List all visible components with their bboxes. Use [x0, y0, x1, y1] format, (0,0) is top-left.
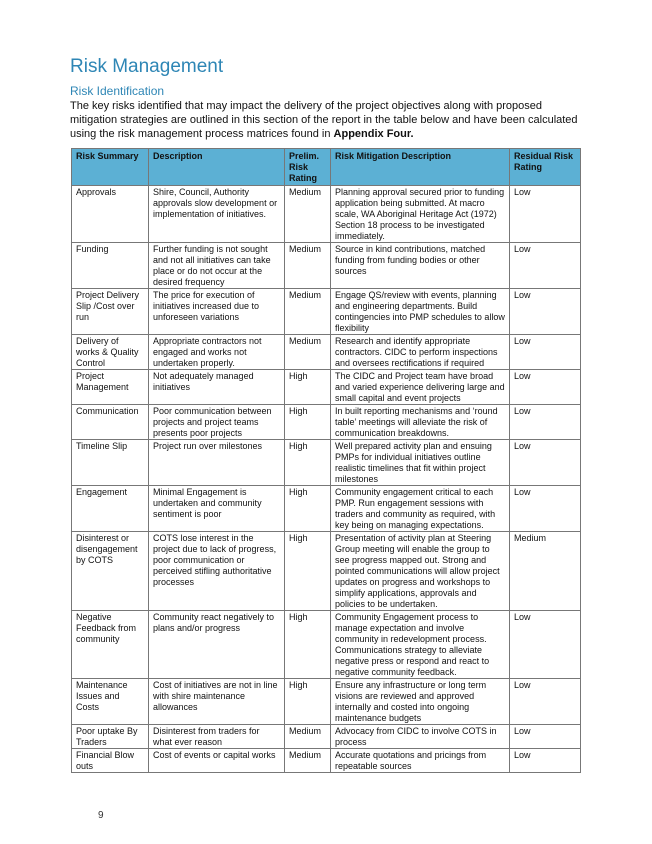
risk-summary-cell: Disinterest or disengagement by COTS [72, 532, 149, 611]
mitigation-cell: Accurate quotations and pricings from repeatable sources [331, 749, 510, 773]
residual-rating-cell: Low [510, 405, 581, 440]
table-row [72, 725, 581, 749]
header-prelim-risk-rating: Prelim. Risk Rating [285, 149, 331, 186]
table-row [72, 749, 581, 773]
table-row [72, 335, 581, 370]
page-number: 9 [98, 810, 104, 821]
prelim-rating-cell: Medium [285, 186, 331, 243]
description-cell: Community react negatively to plans and/or progress [149, 611, 285, 679]
table-row [72, 370, 581, 405]
description-cell: Minimal Engagement is undertaken and community sentiment is poor [149, 486, 285, 532]
residual-rating-cell: Low [510, 243, 581, 289]
description-cell: Shire, Council, Authority approvals slow development or implementation of initiatives. [149, 186, 285, 243]
description-cell: Cost of events or capital works [149, 749, 285, 773]
residual-rating-cell: Low [510, 186, 581, 243]
mitigation-cell: Ensure any infrastructure or long term visions are reviewed and approved internally and costed into ongoing maintenance budgets [331, 679, 510, 725]
prelim-rating-cell: Medium [285, 749, 331, 773]
residual-rating-cell: Medium [510, 532, 581, 611]
table-row [72, 243, 581, 289]
residual-rating-cell: Low [510, 611, 581, 679]
description-cell: Project run over milestones [149, 440, 285, 486]
section-title: Risk Identification [70, 84, 165, 98]
risk-summary-cell: Communication [72, 405, 149, 440]
residual-rating-cell: Low [510, 440, 581, 486]
table-row [72, 611, 581, 679]
risk-summary-cell: Maintenance Issues and Costs [72, 679, 149, 725]
risk-summary-cell: Delivery of works & Quality Control [72, 335, 149, 370]
header-risk-summary: Risk Summary [72, 149, 149, 186]
residual-rating-cell: Low [510, 335, 581, 370]
description-cell: Appropriate contractors not engaged and works not undertaken properly. [149, 335, 285, 370]
risk-table [71, 148, 581, 773]
intro-paragraph [70, 99, 590, 141]
prelim-rating-cell: High [285, 611, 331, 679]
description-cell: Not adequately managed initiatives [149, 370, 285, 405]
description-cell: Disinterest from traders for what ever reason [149, 725, 285, 749]
mitigation-cell: Research and identify appropriate contractors. CIDC to perform inspections and oversees rectifications if required [331, 335, 510, 370]
mitigation-cell: Planning approval secured prior to funding application being submitted. At macro scale, WA Aboriginal Heritage Act (1972) Section 18 process to be investigated immediately. [331, 186, 510, 243]
risk-summary-cell: Timeline Slip [72, 440, 149, 486]
mitigation-cell: Engage QS/review with events, planning and engineering departments. Build contingencies into PMP schedules to allow flexibility [331, 289, 510, 335]
risk-table-header-row [72, 149, 581, 186]
header-description: Description [149, 149, 285, 186]
header-risk-mitigation: Risk Mitigation Description [331, 149, 510, 186]
residual-rating-cell: Low [510, 749, 581, 773]
mitigation-cell: In built reporting mechanisms and ‘round table’ meetings will alleviate the risk of communication breakdowns. [331, 405, 510, 440]
table-row [72, 440, 581, 486]
appendix-reference: Appendix Four. [333, 128, 414, 140]
risk-summary-cell: Approvals [72, 186, 149, 243]
risk-summary-cell: Negative Feedback from community [72, 611, 149, 679]
description-cell: COTS lose interest in the project due to lack of progress, poor communication or perceived stifling authoritative processes [149, 532, 285, 611]
description-cell: Poor communication between projects and project teams presents poor projects [149, 405, 285, 440]
risk-summary-cell: Poor uptake By Traders [72, 725, 149, 749]
risk-summary-cell: Project Management [72, 370, 149, 405]
mitigation-cell: Advocacy from CIDC to involve COTS in process [331, 725, 510, 749]
table-row [72, 186, 581, 243]
risk-summary-cell: Funding [72, 243, 149, 289]
prelim-rating-cell: Medium [285, 243, 331, 289]
risk-table-body [72, 186, 581, 773]
prelim-rating-cell: High [285, 405, 331, 440]
prelim-rating-cell: Medium [285, 289, 331, 335]
mitigation-cell: Community Engagement process to manage expectation and involve community in redevelopment process. Communications strategy to alleviate negative press or respond and react to negative community feedback. [331, 611, 510, 679]
mitigation-cell: Source in kind contributions, matched funding from funding bodies or other sources [331, 243, 510, 289]
prelim-rating-cell: High [285, 679, 331, 725]
page-title: Risk Management [70, 56, 224, 77]
prelim-rating-cell: High [285, 440, 331, 486]
prelim-rating-cell: High [285, 370, 331, 405]
prelim-rating-cell: Medium [285, 725, 331, 749]
description-cell: The price for execution of initiatives increased due to unforeseen variations [149, 289, 285, 335]
prelim-rating-cell: High [285, 486, 331, 532]
header-residual-risk-rating: Residual Risk Rating [510, 149, 581, 186]
table-row [72, 532, 581, 611]
table-row [72, 679, 581, 725]
residual-rating-cell: Low [510, 725, 581, 749]
intro-text: The key risks identified that may impact the delivery of the project objectives along with proposed mitigation strategies are outlined in this section of the report in the table below and have been calculated using the risk management process matrices found in [70, 100, 578, 140]
risk-summary-cell: Financial Blow outs [72, 749, 149, 773]
mitigation-cell: The CIDC and Project team have broad and varied experience delivering large and small capital and event projects [331, 370, 510, 405]
table-row [72, 405, 581, 440]
table-row [72, 289, 581, 335]
residual-rating-cell: Low [510, 679, 581, 725]
mitigation-cell: Well prepared activity plan and ensuing PMPs for individual initiatives outline realistic timelines that fit within project milestones [331, 440, 510, 486]
residual-rating-cell: Low [510, 289, 581, 335]
risk-summary-cell: Project Delivery Slip /Cost over run [72, 289, 149, 335]
prelim-rating-cell: High [285, 532, 331, 611]
mitigation-cell: Community engagement critical to each PMP. Run engagement sessions with traders and community as required, with key being on managing expectations. [331, 486, 510, 532]
mitigation-cell: Presentation of activity plan at Steering Group meeting will enable the group to see progress mapped out. Strong and pointed communications will allow project updates on progress and workshops to simplify applications, approvals and policies to be undertaken. [331, 532, 510, 611]
prelim-rating-cell: Medium [285, 335, 331, 370]
risk-summary-cell: Engagement [72, 486, 149, 532]
description-cell: Cost of initiatives are not in line with shire maintenance allowances [149, 679, 285, 725]
description-cell: Further funding is not sought and not all initiatives can take place or do not occur at the desired frequency [149, 243, 285, 289]
residual-rating-cell: Low [510, 370, 581, 405]
table-row [72, 486, 581, 532]
residual-rating-cell: Low [510, 486, 581, 532]
